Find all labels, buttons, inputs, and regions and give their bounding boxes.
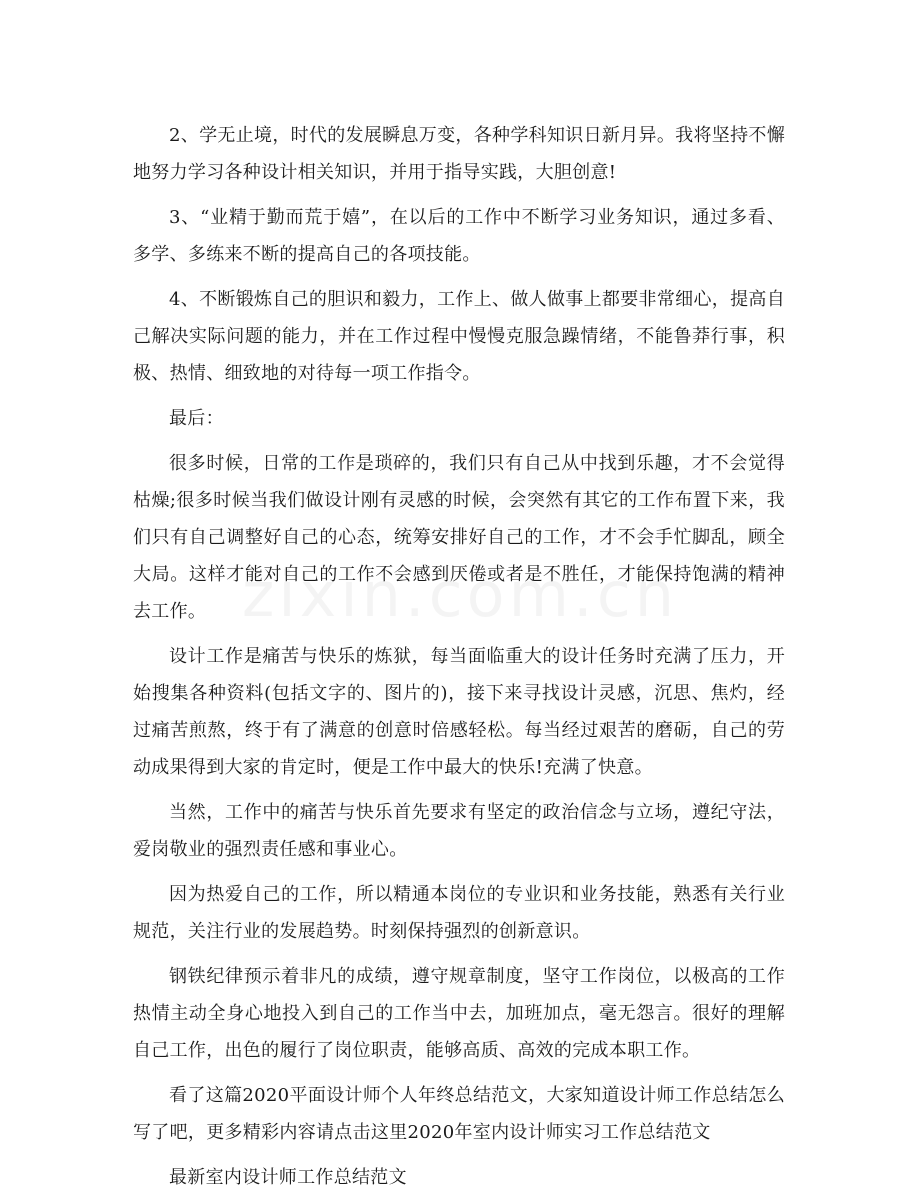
paragraph-related-link: 最新室内设计师工作总结范文 (169, 1167, 407, 1188)
paragraph-item-3: 3、“业精于勤而荒于嬉”，在以后的工作中不断学习业务知识，通过多看、多学、多练来不断的提高自己的各项技能。 (133, 207, 785, 265)
paragraph-daily-work: 很多时候，日常的工作是琐碎的，我们只有自己从中找到乐趣，才不会觉得枯燥;很多时候当我们做设计刚有灵感的时候，会突然有其它的工作布置下来，我们只有自己调整好自己的心态，统筹安排好自己的工作，才不会手忙脚乱，顾全大局。这样才能对自己的工作不会感到厌倦或者是不胜任，才能保持饱满的精神去工作。 (133, 453, 785, 622)
paragraph-closing: 看了这篇2020平面设计师个人年终总结范文，大家知道设计师工作总结怎么写了吧，更多精彩内容请点击这里2020年室内设计师实习工作总结范文 (133, 1085, 785, 1143)
paragraph-item-4: 4、不断锻炼自己的胆识和毅力，工作上、做人做事上都要非常细心，提高自己解决实际问题的能力，并在工作过程中慢慢克服急躁情绪，不能鲁莽行事，积极、热情、细致地的对待每一项工作指令。 (133, 289, 785, 384)
paragraph-love-work: 因为热爱自己的工作，所以精通本岗位的专业识和业务技能，熟悉有关行业规范，关注行业的发展趋势。时刻保持强烈的创新意识。 (133, 884, 785, 942)
paragraph-discipline: 钢铁纪律预示着非凡的成绩，遵守规章制度，坚守工作岗位，以极高的工作热情主动全身心地投入到自己的工作当中去，加班加点，毫无怨言。很好的理解自己工作，出色的履行了岗位职责，能够高质、高效的完成本职工作。 (133, 966, 785, 1061)
paragraph-design-work: 设计工作是痛苦与快乐的炼狱，每当面临重大的设计任务时充满了压力，开始搜集各种资料(包括文字的、图片的)，接下来寻找设计灵感，沉思、焦灼，经过痛苦煎熬，终于有了满意的创意时倍感轻松。每当经过艰苦的磨砺，自己的劳动成果得到大家的肯定时，便是工作中最大的快乐!充满了快意。 (133, 646, 785, 778)
paragraph-item-2: 2、学无止境，时代的发展瞬息万变，各种学科知识日新月异。我将坚持不懈地努力学习各种设计相关知识，并用于指导实践，大胆创意! (133, 125, 785, 183)
paragraph-political-belief: 当然，工作中的痛苦与快乐首先要求有坚定的政治信念与立场，遵纪守法，爱岗敬业的强烈责任感和事业心。 (133, 802, 785, 860)
document-body (133, 117, 785, 1204)
paragraph-finally-heading: 最后： (169, 408, 224, 429)
